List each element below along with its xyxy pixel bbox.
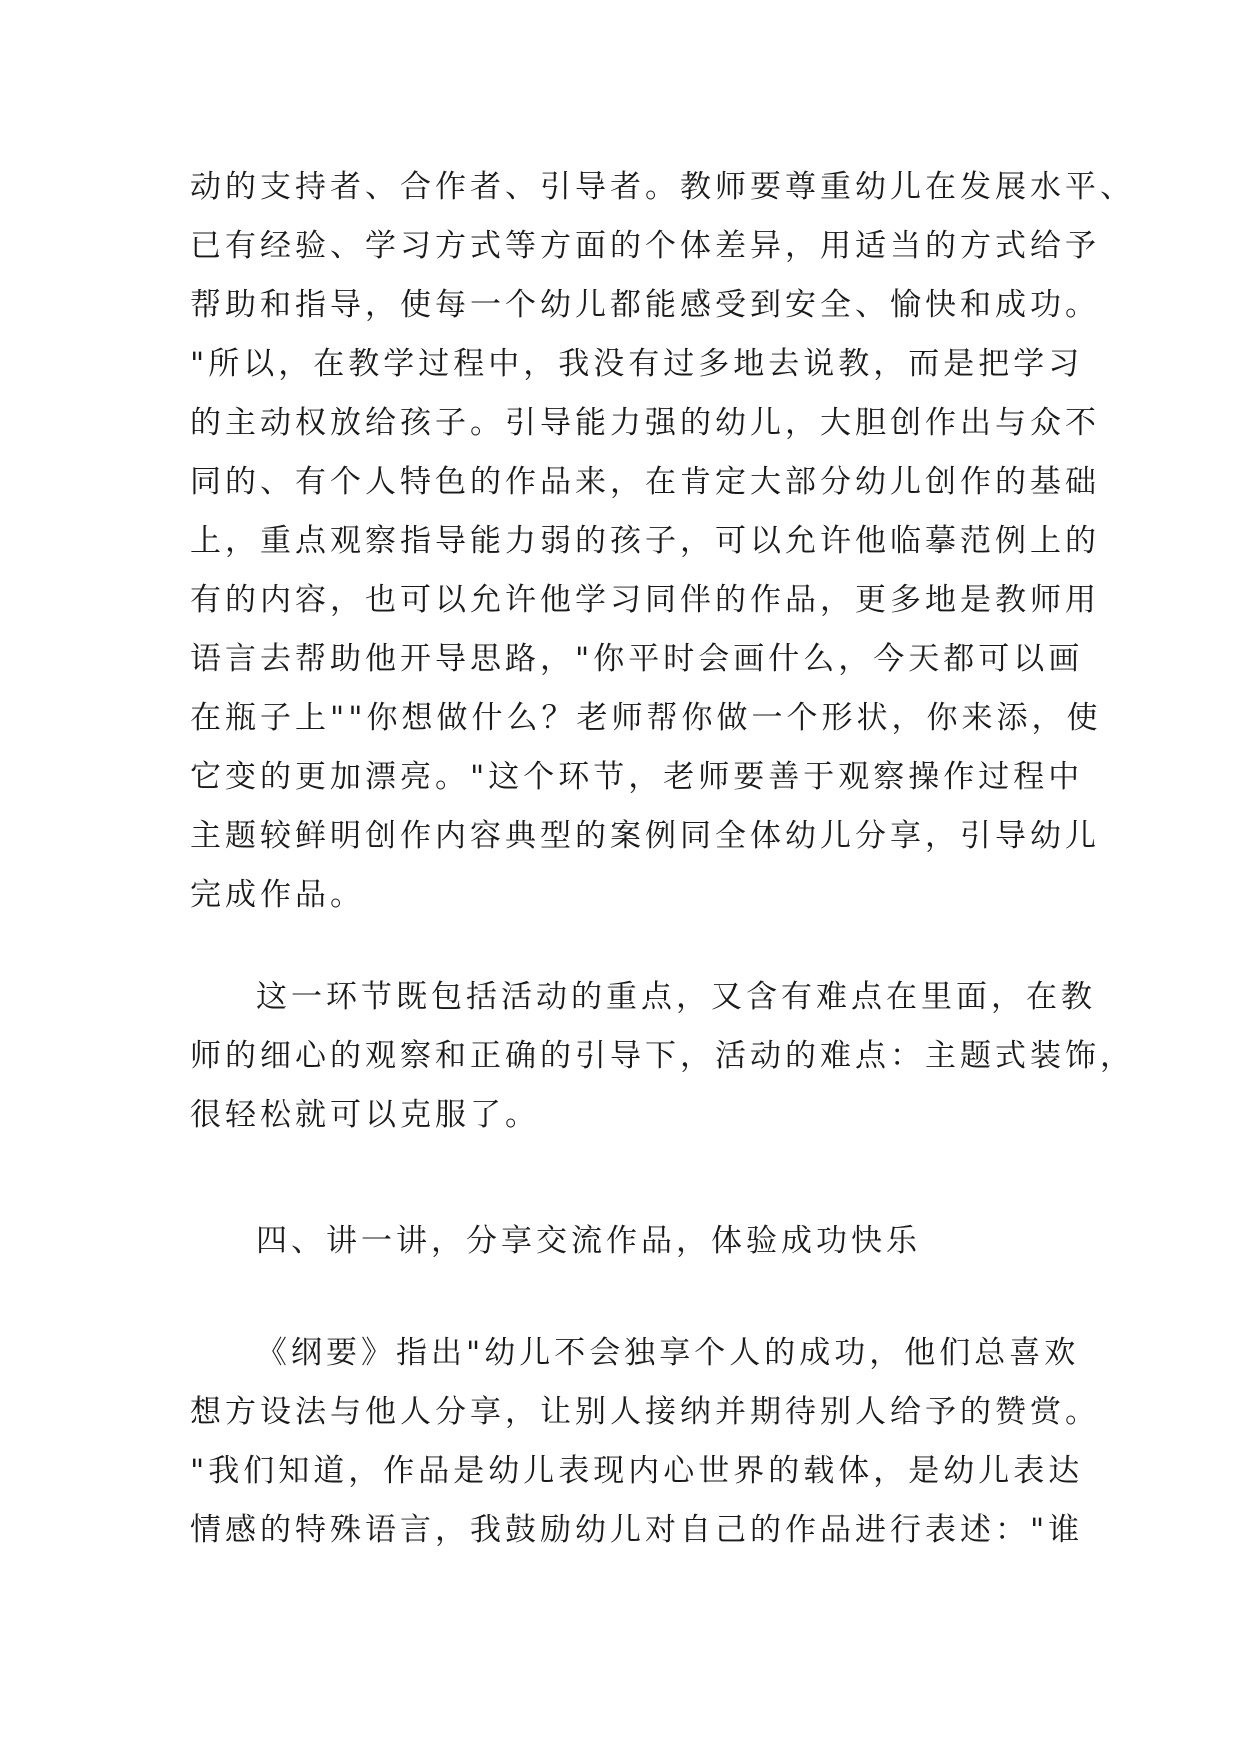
text-line: "我们知道，作品是幼儿表现内心世界的载体，是幼儿表达 bbox=[190, 1453, 1084, 1489]
text-line: 它变的更加漂亮。"这个环节，老师要善于观察操作过程中 bbox=[190, 759, 1084, 795]
text-line: 语言去帮助他开导思路，"你平时会画什么，今天都可以画 bbox=[190, 641, 1084, 677]
text-line: 上，重点观察指导能力弱的孩子，可以允许他临摹范例上的 bbox=[190, 523, 1100, 559]
text-line: 《纲要》指出"幼儿不会独享个人的成功，他们总喜欢 bbox=[256, 1335, 1080, 1371]
text-line: 师的细心的观察和正确的引导下，活动的难点：主题式装饰， bbox=[190, 1038, 1135, 1074]
text-line: 在瓶子上""你想做什么？老师帮你做一个形状，你来添，使 bbox=[190, 700, 1102, 736]
text-line: 帮助和指导，使每一个幼儿都能感受到安全、愉快和成功。 bbox=[190, 287, 1100, 323]
paragraph-1 bbox=[190, 158, 1135, 925]
text-line: 完成作品。 bbox=[190, 877, 365, 913]
text-line: "所以，在教学过程中，我没有过多地去说教，而是把学习 bbox=[190, 346, 1084, 382]
text-line: 主题较鲜明创作内容典型的案例同全体幼儿分享，引导幼儿 bbox=[190, 818, 1100, 854]
text-line: 很轻松就可以克服了。 bbox=[190, 1097, 540, 1133]
text-line: 这一环节既包括活动的重点，又含有难点在里面，在教 bbox=[256, 979, 1096, 1015]
text-line: 已有经验、学习方式等方面的个体差异，用适当的方式给予 bbox=[190, 228, 1100, 264]
heading-text: 四、讲一讲，分享交流作品，体验成功快乐 bbox=[256, 1223, 921, 1259]
text-line: 情感的特殊语言，我鼓励幼儿对自己的作品进行表述："谁 bbox=[190, 1512, 1084, 1548]
text-line: 有的内容，也可以允许他学习同伴的作品，更多地是教师用 bbox=[190, 582, 1100, 618]
text-line: 想方设法与他人分享，让别人接纳并期待别人给予的赞赏。 bbox=[190, 1394, 1100, 1430]
text-line: 的主动权放给孩子。引导能力强的幼儿，大胆创作出与众不 bbox=[190, 405, 1100, 441]
section-heading bbox=[190, 1212, 1070, 1271]
text-line: 同的、有个人特色的作品来，在肯定大部分幼儿创作的基础 bbox=[190, 464, 1100, 500]
text-line: 动的支持者、合作者、引导者。教师要尊重幼儿在发展水平、 bbox=[190, 169, 1135, 205]
paragraph-4 bbox=[190, 1324, 1100, 1560]
paragraph-2 bbox=[190, 968, 1135, 1145]
